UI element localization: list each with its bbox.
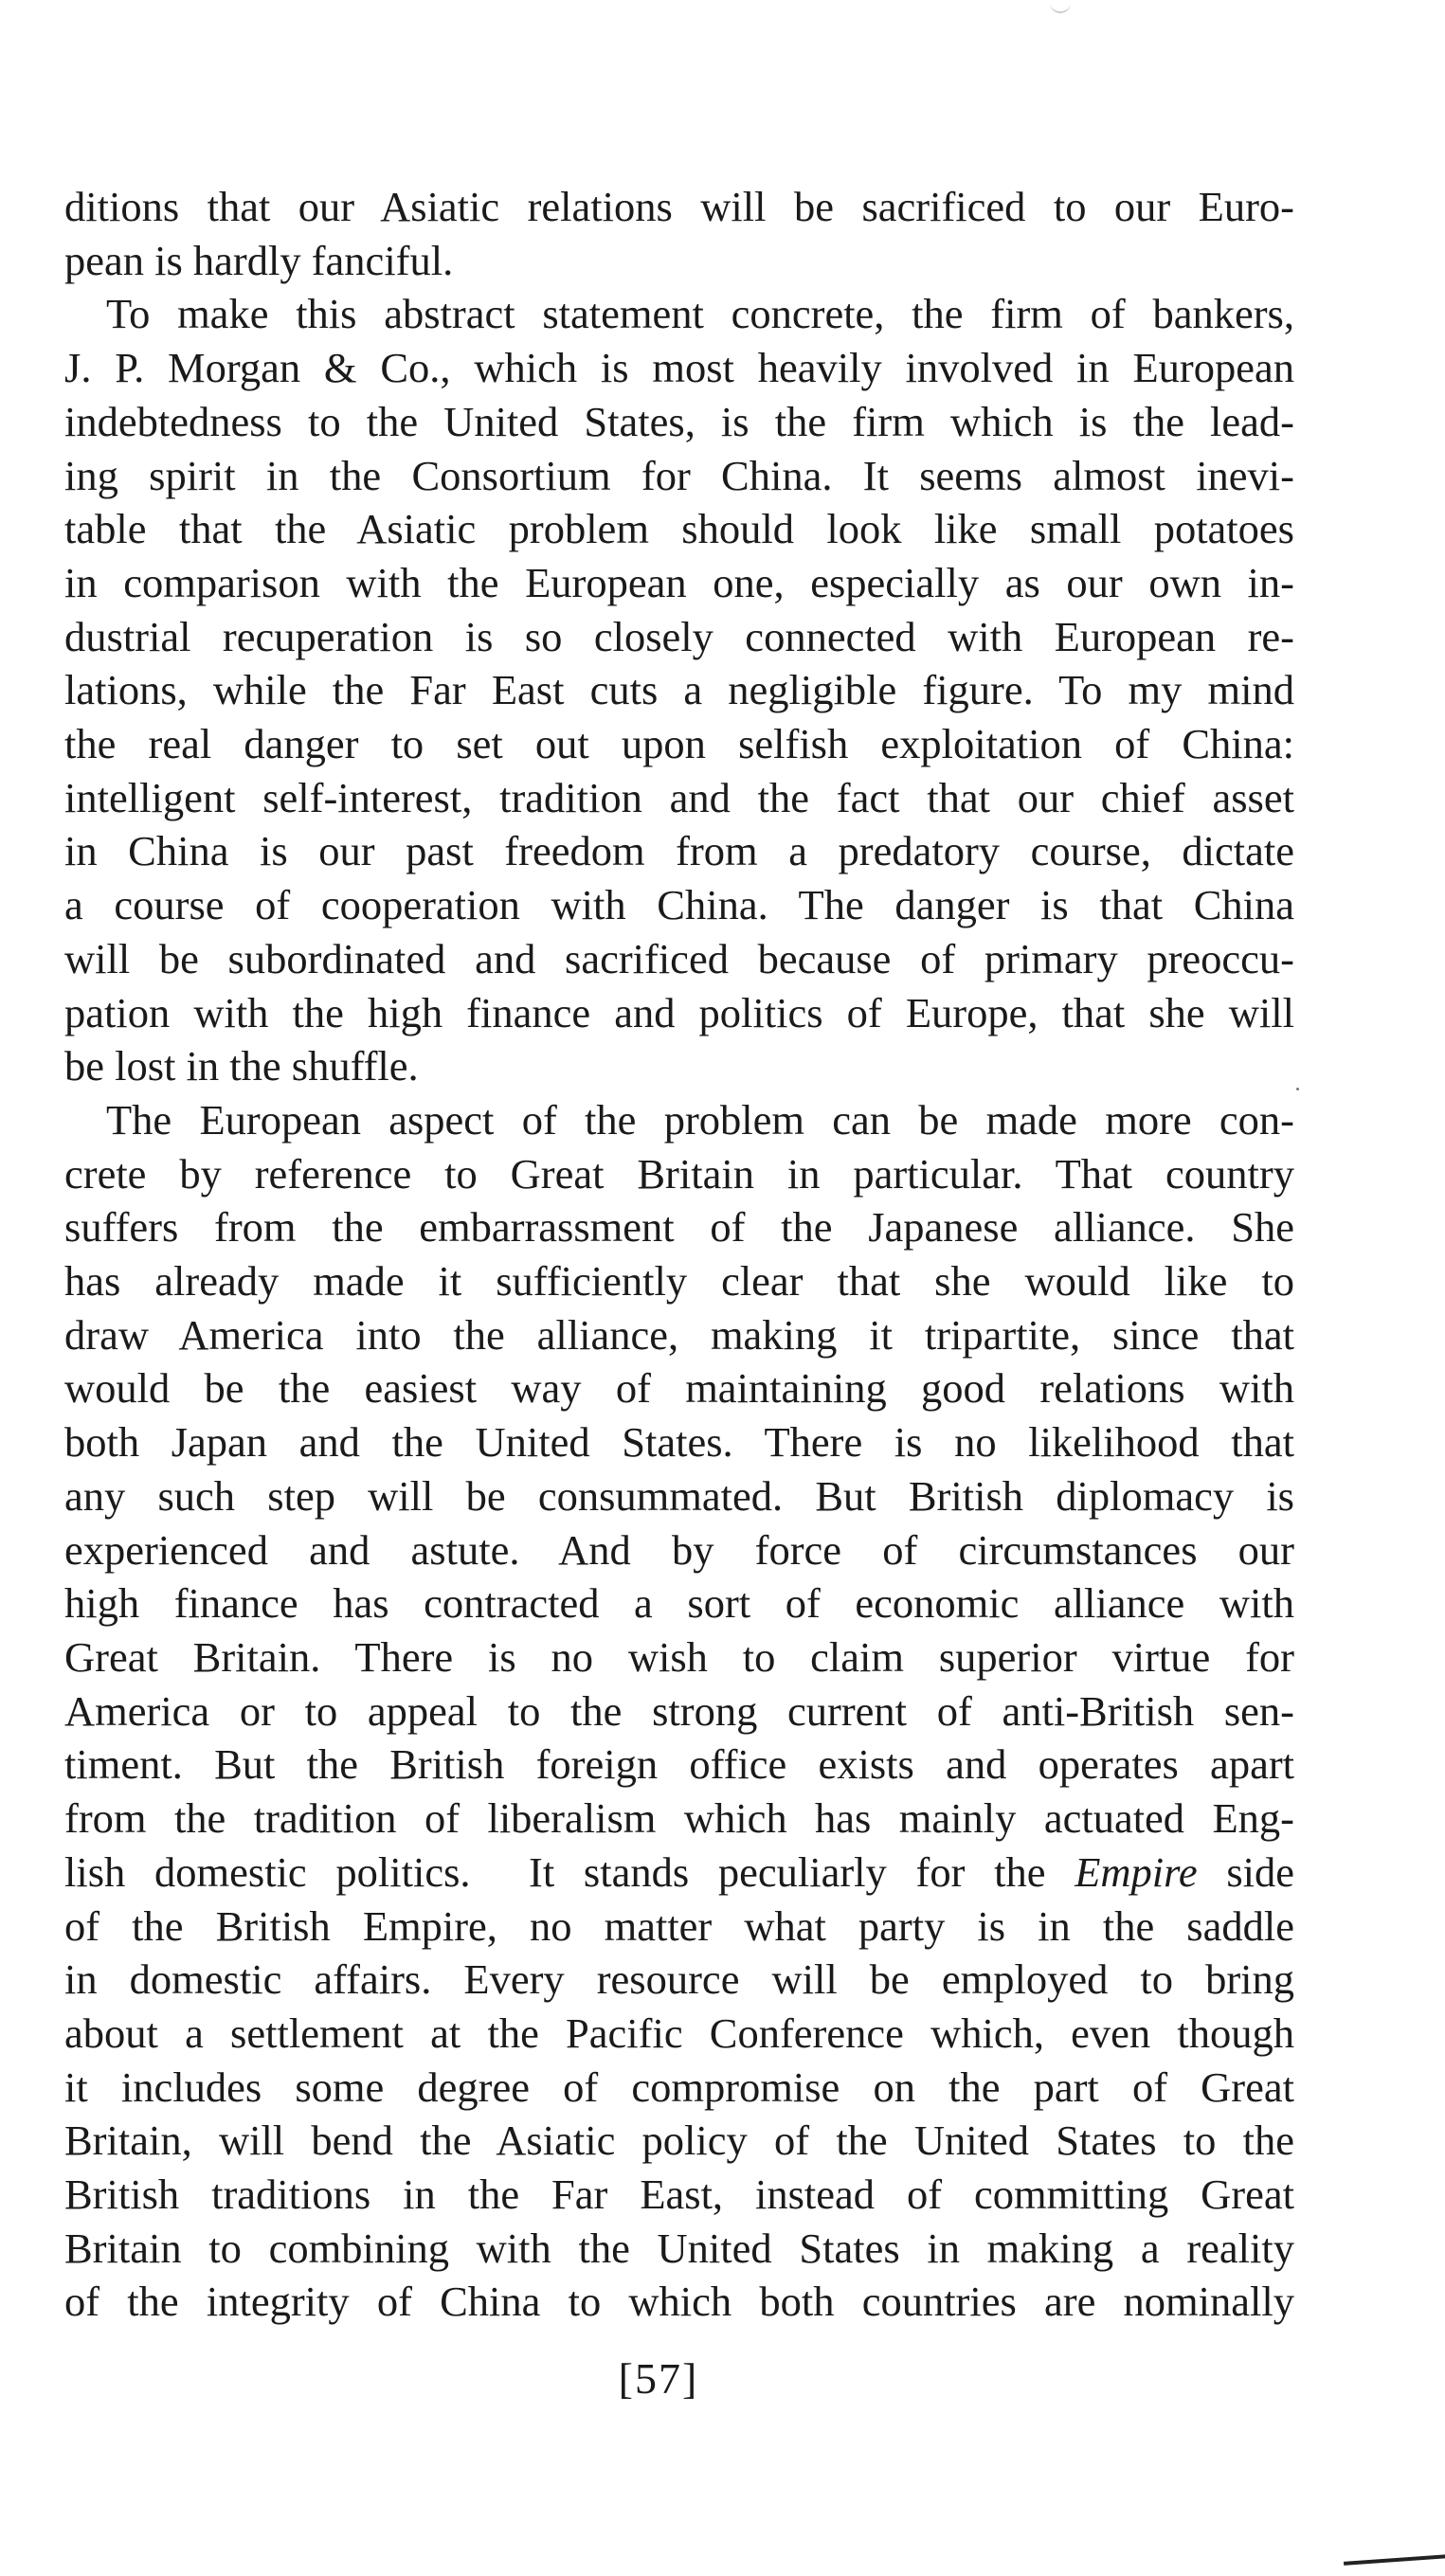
text-line: J. P. Morgan & Co., which is most heavily involved in European (64, 344, 1294, 392)
scan-artifact-edge (1344, 2554, 1445, 2566)
text-line: British traditions in the Far East, instead of committing Great (64, 2171, 1294, 2219)
text-line: of the British Empire, no matter what party is in the saddle (64, 1901, 1294, 1950)
text-line: in China is our past freedom from a predatory course, dictate (64, 827, 1294, 875)
text-line: draw America into the alliance, making it tripartite, since that (64, 1310, 1294, 1359)
text-segment: side (1197, 1847, 1295, 1896)
text-line: any such step will be consummated. But British diplomacy is (64, 1471, 1294, 1520)
text-line: pean is hardly fanciful. (64, 236, 454, 284)
text-line: ing spirit in the Consortium for China. It seems almost inevi- (64, 451, 1294, 499)
text-line: would be the easiest way of maintaining good relations with (64, 1364, 1294, 1413)
text-line-with-emphasis (64, 1846, 1294, 1900)
text-line: lations, while the Far East cuts a negligible figure. To my mind (64, 666, 1294, 714)
text-line: in domestic affairs. Every resource will be employed to bring (64, 1955, 1294, 2004)
text-line: Great Britain. There is no wish to claim superior virtue for (64, 1632, 1294, 1681)
scan-artifact-dot (1296, 1088, 1299, 1090)
scan-artifact-mark (1050, 0, 1071, 13)
text-line: a course of cooperation with China. The danger is that China (64, 881, 1294, 929)
text-line: will be subordinated and sacrificed because of primary preoccu- (64, 934, 1294, 982)
text-line: be lost in the shuffle. (64, 1042, 419, 1090)
body-text (64, 180, 1294, 2329)
text-line: from the tradition of liberalism which has mainly actuated Eng- (64, 1794, 1294, 1843)
text-line: experienced and astute. And by force of circumstances our (64, 1525, 1294, 1574)
emphasis-text: Empire (1075, 1847, 1198, 1896)
text-line: Britain to combining with the United States in making a reality (64, 2224, 1294, 2272)
text-line: ditions that our Asiatic relations will be sacrificed to our Euro- (64, 183, 1294, 230)
text-line: dustrial recuperation is so closely connected with European re- (64, 612, 1294, 660)
text-line: To make this abstract statement concrete, the firm of bankers, (106, 290, 1294, 338)
text-line: table that the Asiatic problem should look like small potatoes (64, 505, 1294, 553)
text-line: Britain, will bend the Asiatic policy of the United States to the (64, 2117, 1294, 2165)
text-line: both Japan and the United States. There is no likelihood that (64, 1418, 1294, 1467)
text-line: high finance has contracted a sort of economic alliance with (64, 1579, 1294, 1628)
text-line: of the integrity of China to which both countries are nominally (64, 2278, 1294, 2326)
text-line: the real danger to set out upon selfish exploitation of China: (64, 720, 1294, 768)
text-line: crete by reference to Great Britain in particular. That country (64, 1149, 1294, 1198)
text-line: it includes some degree of compromise on the part of Great (64, 2063, 1294, 2111)
text-line: in comparison with the European one, especially as our own in- (64, 558, 1294, 606)
text-line: pation with the high finance and politics of Europe, that she will (64, 988, 1294, 1036)
text-segment: lish domestic politics. It stands peculiarly for the (64, 1847, 1075, 1896)
text-line: timent. But the British foreign office exists and operates apart (64, 1740, 1294, 1789)
text-line: The European aspect of the problem can be made more con- (106, 1095, 1294, 1144)
text-line: indebtedness to the United States, is the firm which is the lead- (64, 397, 1294, 445)
text-line: about a settlement at the Pacific Conference which, even though (64, 2009, 1294, 2057)
text-line: intelligent self-interest, tradition and the fact that our chief asset (64, 773, 1294, 821)
text-line: has already made it sufficiently clear that she would like to (64, 1257, 1294, 1306)
text-line: suffers from the embarrassment of the Japanese alliance. She (64, 1203, 1294, 1252)
text-line: America or to appeal to the strong current of anti-British sen- (64, 1686, 1294, 1735)
page-number: [57] (618, 2354, 699, 2403)
